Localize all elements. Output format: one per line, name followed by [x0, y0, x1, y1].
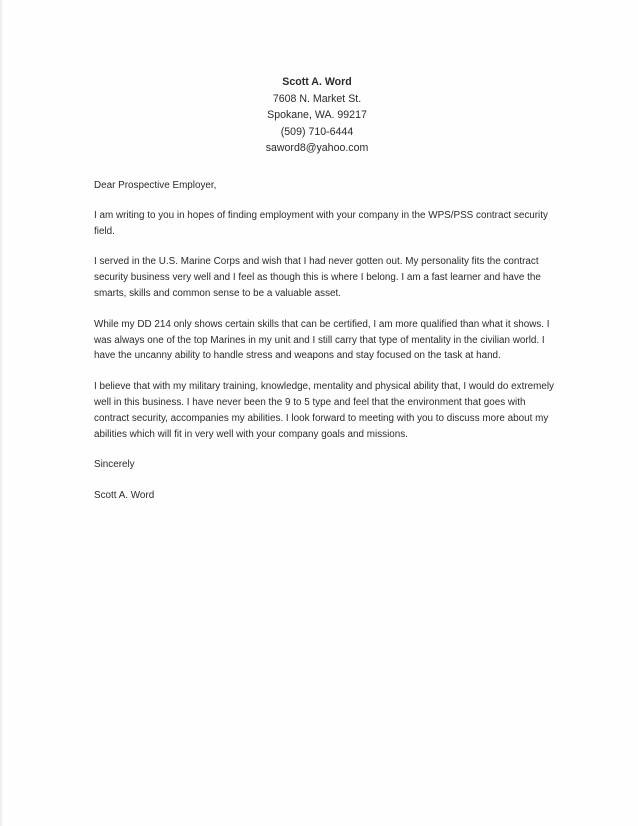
sender-phone: (509) 710-6444 — [280, 125, 354, 138]
sender-city: Spokane, WA. 99217 — [267, 109, 367, 122]
closing: Sincerely — [94, 459, 135, 471]
paragraph-service: I served in the U.S. Marine Corps and wish that I had never gotten out. My personality fits the contract security business very well and I feel as though this is where I belong. I am a fast learner and have the smarts, skills and common sense to be a valuable asset. — [94, 256, 541, 299]
signature-name: Scott A. Word — [94, 490, 155, 502]
salutation: Dear Prospective Employer, — [94, 180, 217, 191]
sender-email: saword8@yahoo.com — [265, 142, 369, 155]
letter-header — [0, 74, 634, 157]
paragraph-intro: I am writing to you in hopes of finding employment with your company in the WPS/PSS contract security field. — [94, 209, 548, 237]
letter-body — [94, 178, 554, 504]
sender-street: 7608 N. Market St. — [272, 92, 362, 105]
sender-name: Scott A. Word — [282, 76, 352, 88]
paragraph-conclusion: I believe that with my military training, knowledge, mentality and physical ability that, I would do extremely well in this business. I have never been the 9 to 5 type and feel that the environment that goes with contract security, accompanies my abilities. I look forward to meeting with you to discuss more about my abilities which will fit in very well with your company goals and missions. — [94, 381, 554, 440]
paragraph-qualifications: While my DD 214 only shows certain skills that can be certified, I am more qualified than what it shows. I was always one of the top Marines in my unit and I still carry that type of mentality in the civilian world. I have the uncanny ability to handle stress and weapons and stay focused on the task at hand. — [94, 318, 550, 362]
